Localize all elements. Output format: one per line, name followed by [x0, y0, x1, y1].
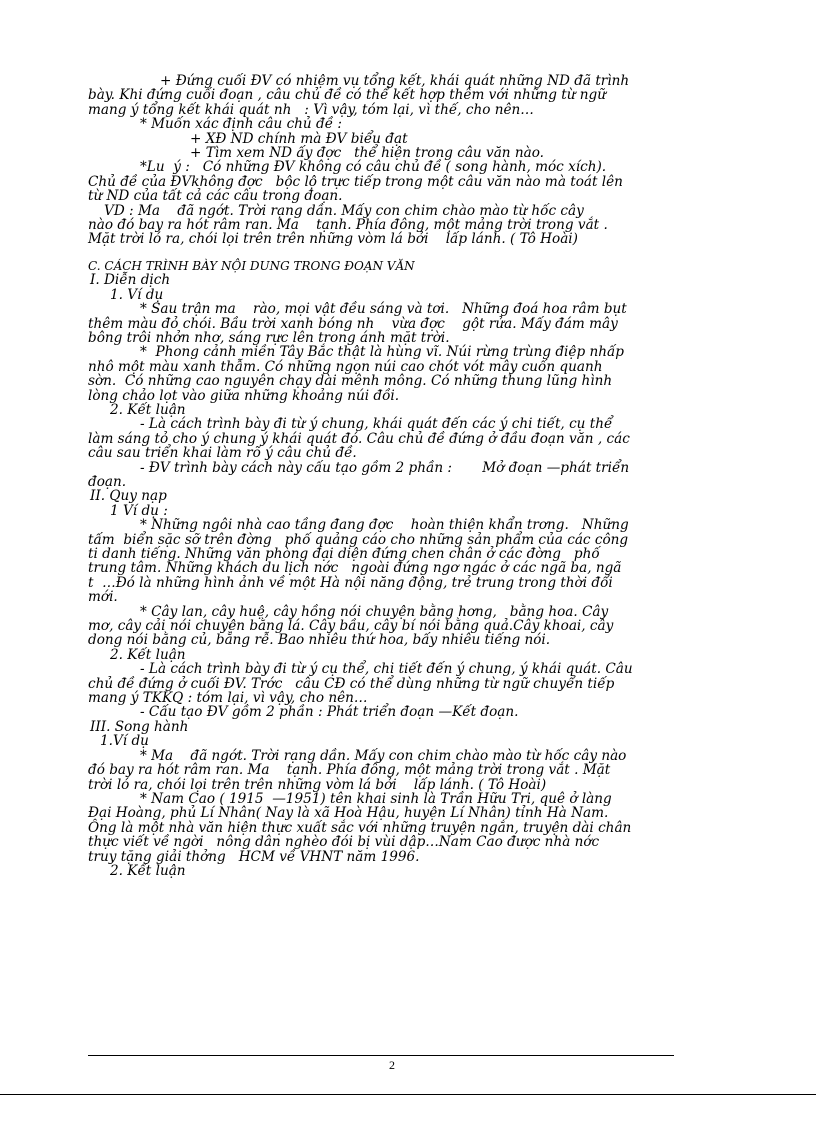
text-line: 1. Ví dụ	[110, 286, 164, 303]
page-number: 2	[389, 1058, 395, 1072]
text-line: đoạn.	[88, 473, 127, 490]
text-line: - Là cách trình bày đi từ ý chung, khái quát đến các ý chi tiết, cụ thể	[140, 416, 613, 433]
text-line: * Ma đã ngớt. Trời rạng dần. Mấy con chim chào mào từ hốc cây nào	[140, 747, 627, 764]
text-line: 1.Ví dụ	[100, 733, 149, 750]
text-line: chủ đề đứng ở cuối ĐV. Trớc câu CĐ có thể dùng những từ ngữ chuyển tiếp	[88, 675, 615, 692]
text-line: mang ý TKKQ : tóm lại, vì vậy, cho nên…	[88, 690, 368, 707]
text-line: trời ló ra, chói lọi trên trên những vòm lá bởi lấp lánh. ( Tô Hoài)	[88, 776, 547, 793]
text-line: Ông là một nhà văn hiện thực xuất sắc với những truyện ngắn, truyện dài chân	[88, 819, 632, 836]
text-line: sờn. Có những cao nguyên chạy dài mênh mông. Có những thung lũng hình	[88, 373, 613, 390]
text-line: Chủ đề của ĐVkhông đợc bộc lộ trực tiếp trong một câu văn nào mà toát lên	[88, 173, 623, 190]
text-line: + XĐ ND chính mà ĐV biểu đạt	[190, 130, 408, 147]
text-line: lòng chảo lọt vào giữa những khoảng núi đồi.	[88, 387, 400, 404]
text-line: mơ, cây cải nói chuyện bằng lá. Cây bầu, cây bí nói bằng quả.Cây khoai, cây	[88, 618, 614, 635]
text-line: mới.	[88, 589, 118, 606]
text-line: làm sáng tỏ cho ý chung ý khái quát đó. Câu chủ đề đứng ở đầu đoạn văn , các	[88, 430, 630, 447]
text-line: II. Quy nạp	[90, 488, 167, 505]
text-line: ti danh tiếng. Những văn phòng đại diện đứng chen chân ở các đờng phố	[88, 546, 600, 562]
text-line: 2. Kết luận	[110, 862, 186, 879]
footer-rule	[88, 1055, 674, 1056]
text-line: bày. Khi đứng cuối đoạn , câu chủ đề có thể kết hợp thêm với những từ ngữ	[88, 87, 606, 104]
text-line: t …Đó là những hình ảnh về một Hà nội năng động, trẻ trung trong thời đổi	[88, 574, 613, 591]
text-line: Mặt trời ló ra, chói lọi trên trên những vòm lá bởi lấp lánh. ( Tô Hoài)	[88, 231, 578, 248]
text-line: *Lu ý : Có những ĐV không có câu chủ đề ( song hành, móc xích).	[140, 159, 607, 176]
text-line: thêm màu đỏ chói. Bầu trời xanh bóng nh vừa đợc gột rửa. Mấy đám mây	[88, 315, 618, 332]
text-line: tấm biển sặc sỡ trên đờng phố quảng cáo cho những sản phẩm của các công	[88, 531, 629, 548]
text-line: dong nói bằng củ, bằng rễ. Bao nhiêu thứ hoa, bấy nhiêu tiếng nói.	[88, 632, 551, 649]
text-line: mang ý tổng kết khái quát nh : Vì vậy, tóm lại, vì thế, cho nên…	[88, 101, 534, 118]
text-line: * Những ngôi nhà cao tầng đang đợc hoàn thiện khẩn trơng. Những	[140, 517, 629, 534]
text-line: đó bay ra hót râm ran. Ma tạnh. Phía đông, một mảng trời trong vắt . Mặt	[88, 762, 611, 779]
text-line: thực viết về ngời nông dân nghèo đói bị vùi dập…Nam Cao được nhà nớc	[88, 834, 600, 851]
text-line: câu sau triển khai làm rõ ý câu chủ đề.	[88, 445, 357, 462]
text-line: trung tâm. Những khách du lịch nớc ngoài đứng ngơ ngác ở các ngã ba, ngã	[88, 560, 622, 577]
text-line: - ĐV trình bày cách này cấu tạo gồm 2 phần : Mở đoạn —phát triển	[140, 459, 630, 476]
text-line: III. Song hành	[90, 718, 189, 735]
text-line: * Phong cảnh miền Tây Bắc thật là hùng vĩ. Núi rừng trùng điệp nhấp	[140, 344, 625, 361]
text-line: * Sau trận ma rào, mọi vật đều sáng và tơi. Những đoá hoa râm bụt	[140, 301, 627, 318]
text-line: + Tìm xem ND ấy đợc thể hiện trong câu văn nào.	[190, 145, 544, 162]
page-edge-line	[0, 1094, 816, 1095]
text-line: 2. Kết luận	[110, 646, 186, 663]
text-line: 1 Ví dụ :	[110, 502, 168, 519]
text-line: * Muốn xác định câu chủ đề :	[140, 116, 342, 133]
text-line: Đại Hoàng, phủ Lí Nhân( Nay là xã Hoà Hậu, huyện Lí Nhân) tỉnh Hà Nam.	[88, 805, 609, 822]
text-line: + Đứng cuối ĐV có nhiệm vụ tổng kết, khái quát những ND đã trình	[160, 73, 630, 89]
text-line: 2. Kết luận	[110, 401, 186, 418]
text-line: VD : Ma đã ngớt. Trời rạng dần. Mấy con chim chào mào từ hốc cây	[104, 202, 584, 219]
text-line: - Cấu tạo ĐV gồm 2 phần : Phát triển đoạn —Kết đoạn.	[140, 704, 519, 721]
text-line: nào đó bay ra hót râm ran. Ma tạnh. Phía đông, một mảng trời trong vắt .	[88, 217, 608, 234]
text-line: * Nam Cao ( 1915 —1951) tên khai sinh là Trần Hữu Tri, quê ở làng	[140, 790, 612, 807]
text-line: bông trôi nhởn nhơ, sáng rực lên trong ánh mặt trời.	[88, 329, 450, 346]
text-line: I. Diễn dịch	[90, 272, 171, 289]
document-body	[88, 74, 700, 878]
text-line: từ ND của tất cả các câu trong đoạn.	[88, 188, 343, 205]
text-line: - Là cách trình bày đi từ ý cụ thể, chi tiết đến ý chung, ý khái quát. Câu	[140, 661, 633, 678]
text-line: * Cây lan, cây huệ, cây hồng nói chuyện bằng hơng, bằng hoa. Cây	[140, 603, 609, 620]
text-line: nhô một màu xanh thẫm. Có những ngọn núi cao chót vót mây cuốn quanh	[88, 358, 603, 375]
text-line: truy tặng giải thởng HCM về VHNT năm 1996.	[88, 848, 420, 865]
text-line: C. CÁCH TRÌNH BÀY NỘI DUNG TRONG ĐOẠN VĂN	[88, 258, 415, 273]
